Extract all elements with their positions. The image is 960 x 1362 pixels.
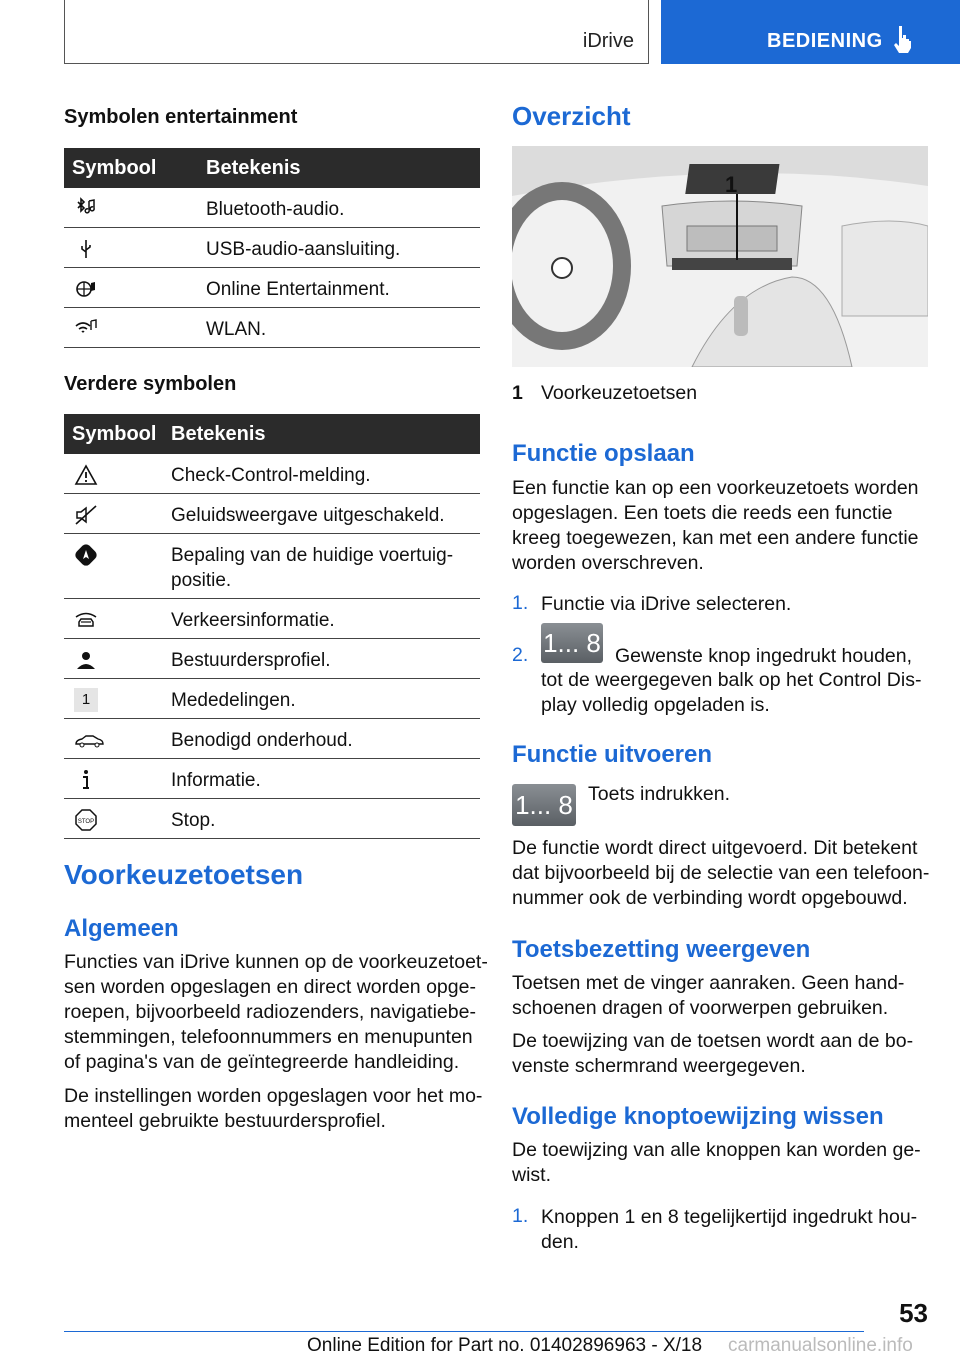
- other-symbols-table: [64, 414, 480, 839]
- header-chapter-tab: [661, 0, 960, 64]
- display-paragraph-1: Toetsen met de vinger aanraken. Geen hand- schoenen dragen of voorwerpen gebruiken.: [512, 972, 905, 1019]
- col-symbol: Symbool: [72, 423, 157, 445]
- traffic-info-icon: [74, 608, 98, 632]
- table-row: [64, 799, 480, 839]
- row-meaning: Informatie.: [171, 770, 261, 791]
- execute-paragraph: De functie wordt direct uitgevoerd. Dit betekent dat bijvoorbeeld bij de selectie van een telefoon- nummer ook de verbinding wordt opgebouwd.: [512, 837, 930, 909]
- message-count-badge: 1: [74, 688, 98, 712]
- row-meaning: Online Entertainment.: [206, 279, 390, 300]
- clear-paragraph: De toewijzing van alle knoppen kan worden ge- wist.: [512, 1139, 921, 1186]
- display-title: Toetsbezetting weergeven: [512, 936, 811, 963]
- table-header: [64, 414, 480, 454]
- dashboard-image: [512, 146, 928, 367]
- display-paragraph-2: De toewijzing van de toetsen wordt aan de bo- venste schermrand weergegeven.: [512, 1030, 914, 1077]
- table-row: [64, 639, 480, 679]
- table-row: [64, 719, 480, 759]
- position-icon: [74, 543, 98, 567]
- execute-step: Toets indrukken.: [588, 783, 730, 805]
- page-number: 53: [899, 1298, 928, 1328]
- row-meaning-cont: positie.: [171, 570, 232, 591]
- table-row: [64, 759, 480, 799]
- row-meaning: Bestuurdersprofiel.: [171, 650, 331, 671]
- table-row: [64, 228, 480, 268]
- header-chapter-title: BEDIENING: [767, 30, 883, 52]
- store-step-2-cont: tot de weergegeven balk op het Control Dis- play volledig opgeladen is.: [541, 669, 922, 716]
- footer-watermark: carmanualsonline.info: [728, 1335, 913, 1356]
- step-number: 1.: [512, 592, 529, 614]
- row-meaning: USB-audio-aansluiting.: [206, 239, 401, 260]
- table-row: [64, 534, 480, 599]
- preset-key-image: 1... 8: [512, 784, 576, 826]
- mute-icon: [74, 503, 98, 527]
- usb-icon: [74, 237, 98, 261]
- table-row: [64, 454, 480, 494]
- table-row: [64, 188, 480, 228]
- store-paragraph: Een functie kan op een voorkeuzetoets worden opgeslagen. Een toets die reeds een functie kreeg toegewezen, kan met een andere functie worden overschreven.: [512, 477, 919, 574]
- overview-title: Overzicht: [512, 101, 631, 131]
- general-paragraph-2: De instellingen worden opgeslagen voor het mo- menteel gebruikte bestuurdersprofiel.: [64, 1085, 483, 1132]
- online-entertainment-icon: [74, 277, 98, 301]
- header-section-title: iDrive: [582, 30, 634, 52]
- other-symbols-heading: Verdere symbolen: [64, 373, 237, 395]
- pointing-hand-icon: [893, 24, 913, 54]
- table-row: [64, 599, 480, 639]
- preset-key-image: 1... 8: [541, 623, 603, 663]
- col-symbol: Symbool: [72, 157, 157, 179]
- presets-title: Voorkeuzetoetsen: [64, 859, 304, 890]
- table-header: [64, 148, 480, 188]
- footer-divider: [64, 1331, 864, 1332]
- clear-title: Volledige knoptoewijzing wissen: [512, 1103, 884, 1130]
- header-section-box: [64, 0, 649, 64]
- table-row: [64, 679, 480, 719]
- clear-step-1: Knoppen 1 en 8 tegelijkertijd ingedrukt hou- den.: [541, 1206, 918, 1253]
- warning-triangle-icon: [74, 463, 98, 487]
- info-icon: [74, 768, 98, 792]
- general-paragraph-1: Functies van iDrive kunnen op de voorkeuzetoet- sen worden opgeslagen en direct worden opge- roepen, bijvoorbeeld radiozenders, navigatiebe- stemmingen, telefoonnummers en menupunten of pagina's van de geïntegreerde handleiding.: [64, 951, 488, 1073]
- execute-title: Functie uitvoeren: [512, 741, 713, 768]
- car-service-icon: [74, 728, 104, 752]
- general-title: Algemeen: [64, 915, 179, 942]
- entertainment-heading: Symbolen entertainment: [64, 106, 298, 128]
- row-meaning: Bluetooth-audio.: [206, 199, 345, 220]
- caption-text: Voorkeuzetoetsen: [541, 382, 698, 404]
- row-meaning: Mededelingen.: [171, 690, 296, 711]
- footer-edition: Online Edition for Part no. 01402896963 - X/18: [307, 1335, 703, 1356]
- row-meaning: Check-Control-melding.: [171, 465, 371, 486]
- driver-profile-icon: [74, 648, 98, 672]
- row-meaning: Stop.: [171, 810, 216, 831]
- row-meaning: Benodigd onderhoud.: [171, 730, 353, 751]
- row-meaning: Geluidsweergave uitgeschakeld.: [171, 505, 445, 526]
- table-row: [64, 308, 480, 348]
- row-meaning: WLAN.: [206, 319, 267, 340]
- row-meaning: Verkeersinformatie.: [171, 610, 335, 631]
- row-meaning: Bepaling van de huidige voertuig-: [171, 545, 454, 566]
- caption-number: 1: [512, 382, 523, 404]
- store-title: Functie opslaan: [512, 440, 695, 467]
- bluetooth-audio-icon: [74, 197, 98, 221]
- table-row: [64, 268, 480, 308]
- store-step-1: Functie via iDrive selecteren.: [541, 593, 792, 615]
- col-meaning: Betekenis: [171, 423, 266, 445]
- col-meaning: Betekenis: [206, 157, 301, 179]
- entertainment-table: [64, 148, 480, 348]
- stop-icon: [74, 808, 98, 832]
- image-callout: 1: [725, 172, 738, 197]
- store-step-2: Gewenste knop ingedrukt houden,: [615, 645, 913, 667]
- svg-text:STOP: STOP: [77, 819, 95, 825]
- step-number: 2.: [512, 644, 529, 666]
- step-number: 1.: [512, 1205, 529, 1227]
- table-row: [64, 494, 480, 534]
- wlan-icon: [74, 317, 98, 341]
